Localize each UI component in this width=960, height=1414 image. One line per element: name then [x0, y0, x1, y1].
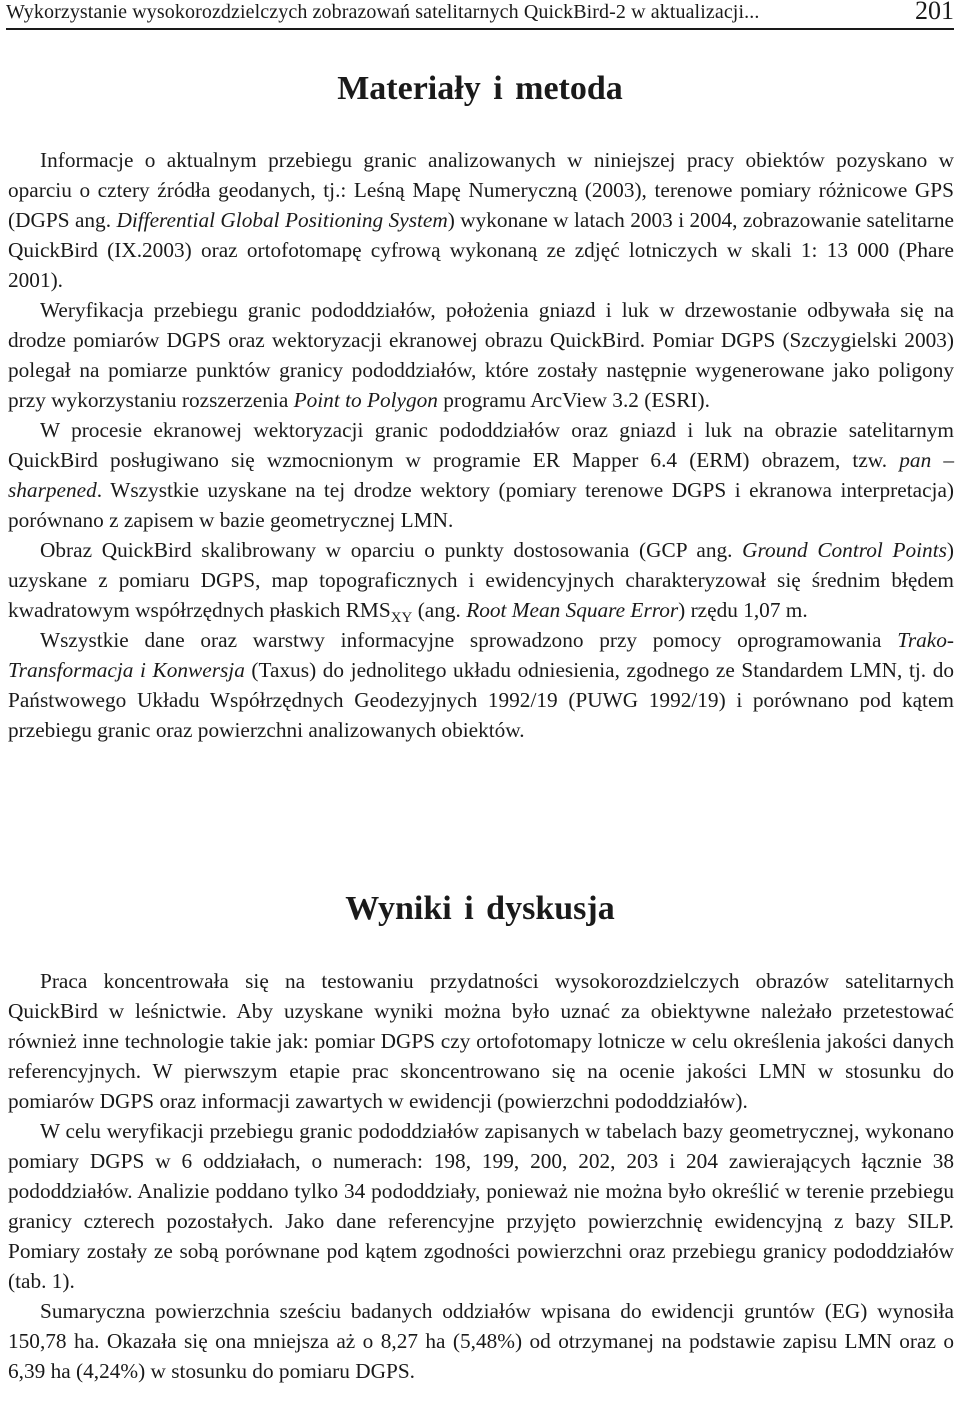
- paragraph: Obraz QuickBird skalibrowany w oparciu o punkty dostosowania (GCP ang. Ground Control Points) uzyskane z pomiaru DGPS, map topograficznych i ewidencyjnych charakteryzował się średnim błędem kwadratowym współrzędnych płaskich $RMS_{XY}$ (ang. Root Mean Square Error) rzędu 1,07 m.: [8, 538, 954, 626]
- italic-term: pan – sharpened: [8, 448, 954, 502]
- section-heading-results: Wyniki i dyskusja: [345, 890, 615, 927]
- section-heading-methods: Materiały i metoda: [337, 70, 623, 107]
- paragraph: W procesie ekranowej wektoryzacji granic pododdziałów oraz gniazd i luk na obrazie satelitarnym QuickBird posługiwano się wzmocnionym w programie ER Mapper 6.4 (ERM) obrazem, tzw. pan – sharpened. Wszystkie uzyskane na tej drodze wektory (pomiary terenowe DGPS i ekranowa interpretacja) porównano z zapisem w bazie geometrycznej LMN.: [8, 418, 954, 532]
- paragraph: Wszystkie dane oraz warstwy informacyjne sprowadzono przy pomocy oprogramowania Trako-Transformacja i Konwersja (Taxus) do jednolitego układu odniesienia, zgodnego ze Standardem LMN, tj. do Państwowego Układu Współrzędnych Geodezyjnych 1992/19 (PUWG 1992/19) i porównano pod kątem przebiegu granic oraz powierzchni analizowanych obiektów.: [8, 628, 954, 742]
- results-body: [8, 966, 954, 1386]
- paragraph: W celu weryfikacji przebiegu granic pododdziałów zapisanych w tabelach bazy geometrycznej, wykonano pomiary DGPS w 6 oddziałach, o numerach: 198, 199, 200, 202, 203 i 204 zawierających łącznie 38 pododdziałów. Analizie poddano tylko 34 pododdziały, ponieważ nie można było określić w terenie przebiegu granicy czterech pozostałych. Jako dane referencyjne przyjęto powierzchnię ewidencyjną z bazy SILP. Pomiary zostały ze sobą porównane pod kątem zgodności powierzchni oraz przebiegu granicy pododdziałów (tab. 1).: [8, 1119, 954, 1293]
- italic-term: Root Mean Square Error: [466, 598, 679, 622]
- paragraph: Weryfikacja przebiegu granic pododdziałów, położenia gniazd i luk w drzewostanie odbywała się na drodze pomiarów DGPS oraz wektoryzacji ekranowej obrazu QuickBird. Pomiar DGPS (Szczygielski 2003) polegał na pomiarze punktów granicy pododdziałów, które zostały następnie wygenerowane jako poligony przy wykorzystaniu rozszerzenia Point to Polygon programu ArcView 3.2 (ESRI).: [8, 298, 954, 412]
- subscript: XY: [390, 610, 413, 626]
- page-number: 201: [915, 0, 954, 25]
- running-header: [6, 0, 954, 30]
- paragraph: Praca koncentrowała się na testowaniu przydatności wysokorozdzielczych obrazów satelitarnych QuickBird w leśnictwie. Aby uzyskane wyniki można było uznać za obiektywne należało przetestować również inne technologie takie jak: pomiar DGPS czy ortofotomapy lotnicze w celu określenia jakości danych referencyjnych. W pierwszym etapie prac skoncentrowano się na ocenie jakości LMN w stosunku do pomiarów DGPS oraz informacji zawartych w ewidencji (powierzchni pododdziałów).: [8, 969, 954, 1113]
- italic-term: Trako-Transformacja i Konwersja: [8, 628, 954, 682]
- methods-body: [8, 145, 954, 745]
- running-title: Wykorzystanie wysokorozdzielczych zobrazowań satelitarnych QuickBird-2 w aktualizacji...: [6, 1, 760, 23]
- paragraph: Sumaryczna powierzchnia sześciu badanych oddziałów wpisana do ewidencji gruntów (EG) wynosiła 150,78 ha. Okazała się ona mniejsza aż o 8,27 ha (5,48%) od otrzymanej na podstawie zapisu LMN oraz o 6,39 ha (4,24%) w stosunku do pomiaru DGPS.: [8, 1299, 954, 1383]
- italic-term: Point to Polygon: [293, 388, 438, 412]
- paragraph: Informacje o aktualnym przebiegu granic analizowanych w niniejszej pracy obiektów pozyskano w oparciu o cztery źródła geodanych, tj.: Leśną Mapę Numeryczną (2003), terenowe pomiary różnicowe GPS (DGPS ang. Differential Global Positioning System) wykonane w latach 2003 i 2004, zobrazowanie satelitarne QuickBird (IX.2003) oraz ortofotomapę cyfrową wykonaną ze zdjęć lotniczych w skali 1: 13 000 (Phare 2001).: [8, 148, 955, 292]
- italic-term: Ground Control Points: [742, 538, 947, 562]
- italic-term: Differential Global Positioning System: [116, 208, 448, 232]
